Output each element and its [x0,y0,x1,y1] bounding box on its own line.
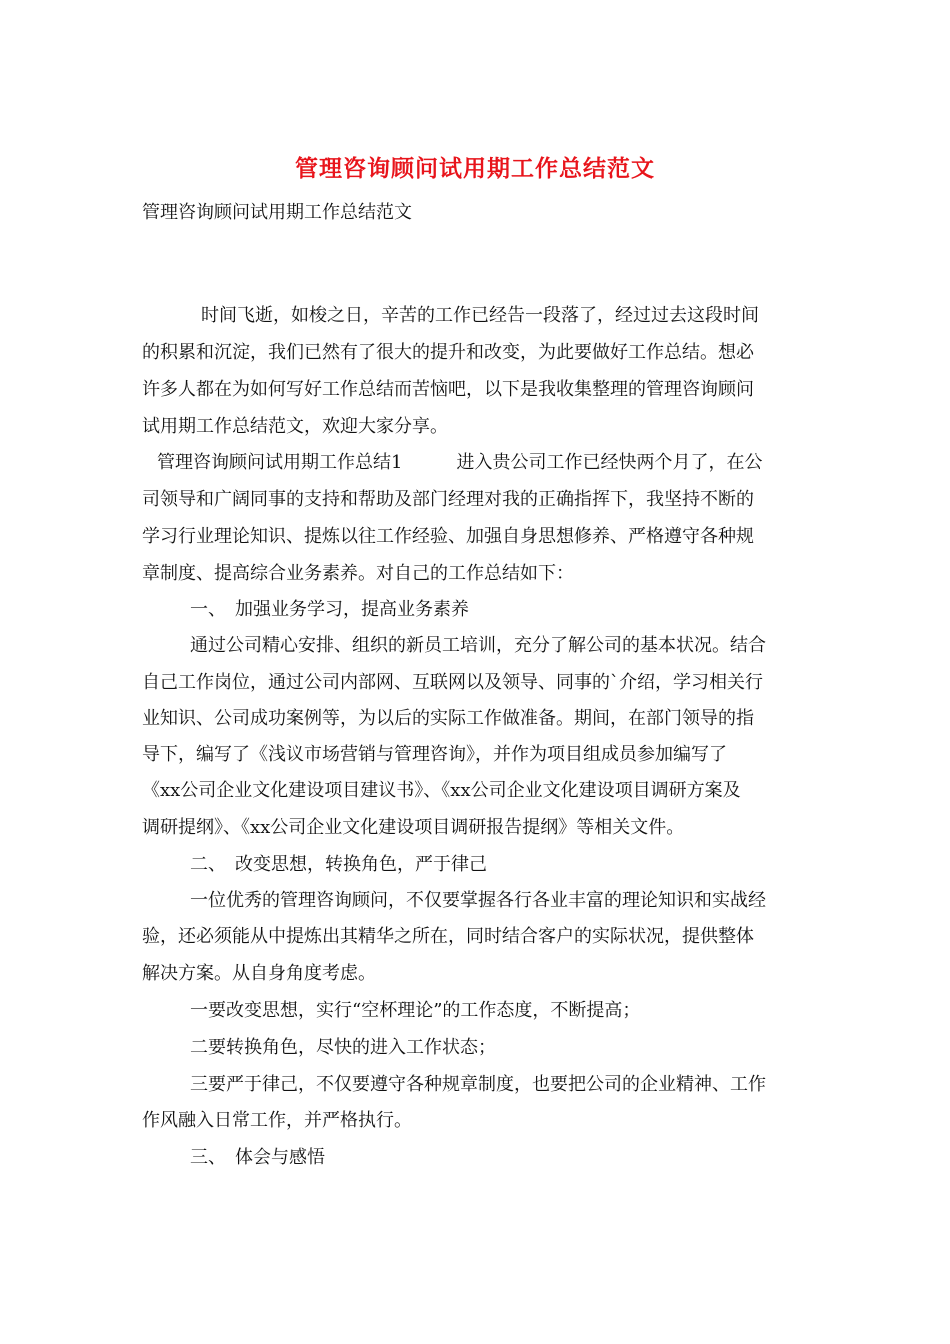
paragraph-line: 管理咨询顾问试用期工作总结1 进入贵公司工作已经快两个月了，在公 [157,452,763,473]
paragraph-line: 导下，编写了《浅议市场营销与管理咨询》，并作为项目组成员参加编写了 [142,744,727,765]
paragraph-line: 司领导和广阔同事的支持和帮助及部门经理对我的正确指挥下，我坚持不断的 [142,489,754,510]
paragraph-line: 业知识、公司成功案例等，为以后的实际工作做准备。期间，在部门领导的指 [142,708,754,729]
section-heading: 二、 改变思想，转换角色，严于律己 [190,854,487,875]
paragraph-line: 试用期工作总结范文，欢迎大家分享。 [142,416,448,437]
paragraph-line: 《xx公司企业文化建设项目建议书》、《xx公司企业文化建设项目调研方案及 [142,780,741,801]
paragraph-line: 二要转换角色，尽快的进入工作状态； [190,1037,496,1058]
document-title: 管理咨询顾问试用期工作总结范文 [295,155,655,182]
section-heading: 三、 体会与感悟 [190,1147,325,1168]
paragraph-line: 的积累和沉淀，我们已然有了很大的提升和改变，为此要做好工作总结。想必 [142,342,754,363]
paragraph-line: 一位优秀的管理咨询顾问，不仅要掌握各行各业丰富的理论知识和实战经 [190,890,766,911]
section-heading: 一、 加强业务学习，提高业务素养 [190,599,469,620]
paragraph-line: 一要改变思想，实行“空杯理论”的工作态度，不断提高； [190,1000,641,1021]
paragraph-line: 解决方案。从自身角度考虑。 [142,963,376,984]
paragraph-line: 时间飞逝，如梭之日，辛苦的工作已经告一段落了，经过过去这段时间 [201,305,759,326]
paragraph-line: 学习行业理论知识、提炼以往工作经验、加强自身思想修养、严格遵守各种规 [142,526,754,547]
paragraph-line: 章制度、提高综合业务素养。对自己的工作总结如下： [142,563,574,584]
paragraph-line: 验，还必须能从中提炼出其精华之所在，同时结合客户的实际状况，提供整体 [142,926,754,947]
paragraph-line: 通过公司精心安排、组织的新员工培训，充分了解公司的基本状况。结合 [190,635,766,656]
paragraph-line: 自己工作岗位，通过公司内部网、互联网以及领导、同事的`介绍，学习相关行 [142,672,763,693]
paragraph-line: 许多人都在为如何写好工作总结而苦恼吧，以下是我收集整理的管理咨询顾问 [142,379,754,400]
paragraph-line: 作风融入日常工作，并严格执行。 [142,1110,412,1131]
paragraph-line: 三要严于律己，不仅要遵守各种规章制度，也要把公司的企业精神、工作 [190,1074,766,1095]
document-subtitle: 管理咨询顾问试用期工作总结范文 [142,202,412,223]
paragraph-line: 调研提纲》、《xx公司企业文化建设项目调研报告提纲》等相关文件。 [142,817,685,838]
